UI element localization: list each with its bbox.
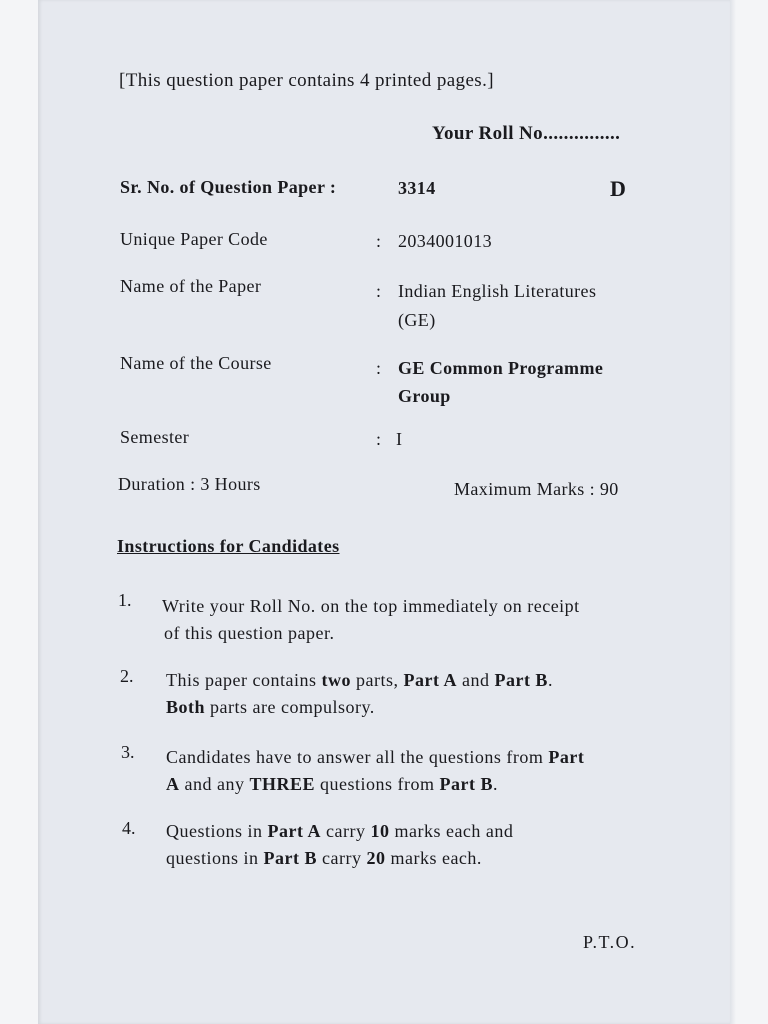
set-letter: D <box>610 176 627 201</box>
course-value-line2: Group <box>398 386 451 406</box>
instruction-4 <box>166 818 513 872</box>
instruction-1 <box>162 593 580 647</box>
sr-no-label: Sr. No. of Question Paper : <box>120 177 337 197</box>
sr-no-value: 3314 <box>398 178 436 198</box>
header-note: [This question paper contains 4 printed pages.] <box>119 70 494 91</box>
semester-colon: : <box>376 429 382 449</box>
instruction-1-line-2: of this question paper. <box>164 623 335 643</box>
instruction-number-4: 4. <box>122 818 136 838</box>
instruction-4-line-1: Questions in Part A carry 10 marks each and <box>166 821 514 841</box>
course-value: GE Common Programme <box>398 358 604 378</box>
instructions-heading: Instructions for Candidates <box>117 536 340 556</box>
upc-label: Unique Paper Code <box>120 229 268 249</box>
pto-footer: P.T.O. <box>583 932 637 952</box>
instruction-number-3: 3. <box>121 742 135 762</box>
instruction-2-line-2: Both parts are compulsory. <box>166 697 375 717</box>
upc-value: 2034001013 <box>398 231 492 251</box>
roll-no-field: Your Roll No............... <box>432 123 621 144</box>
paper-colon: : <box>376 281 382 301</box>
instruction-3-line-1: Candidates have to answer all the questions from Part <box>166 747 585 767</box>
instruction-number-1: 1. <box>118 590 132 610</box>
paper-value-line2: (GE) <box>398 310 436 330</box>
instruction-number-2: 2. <box>120 666 134 686</box>
instruction-1-line-1: Write your Roll No. on the top immediately on receipt <box>162 596 580 616</box>
instruction-2-line-1: This paper contains two parts, Part A and Part B. <box>166 670 553 690</box>
instruction-2 <box>166 667 553 721</box>
paper-label: Name of the Paper <box>120 276 262 296</box>
course-label: Name of the Course <box>120 353 272 373</box>
instruction-3 <box>166 744 584 798</box>
semester-label: Semester <box>120 427 190 447</box>
duration: Duration : 3 Hours <box>118 474 261 494</box>
semester-value: I <box>396 429 403 449</box>
instruction-4-line-2: questions in Part B carry 20 marks each. <box>166 848 482 868</box>
paper-value: Indian English Literatures <box>398 281 597 301</box>
instruction-3-line-2: A and any THREE questions from Part B. <box>166 774 498 794</box>
maximum-marks: Maximum Marks : 90 <box>454 479 619 499</box>
course-colon: : <box>376 358 382 378</box>
upc-colon: : <box>376 231 382 251</box>
